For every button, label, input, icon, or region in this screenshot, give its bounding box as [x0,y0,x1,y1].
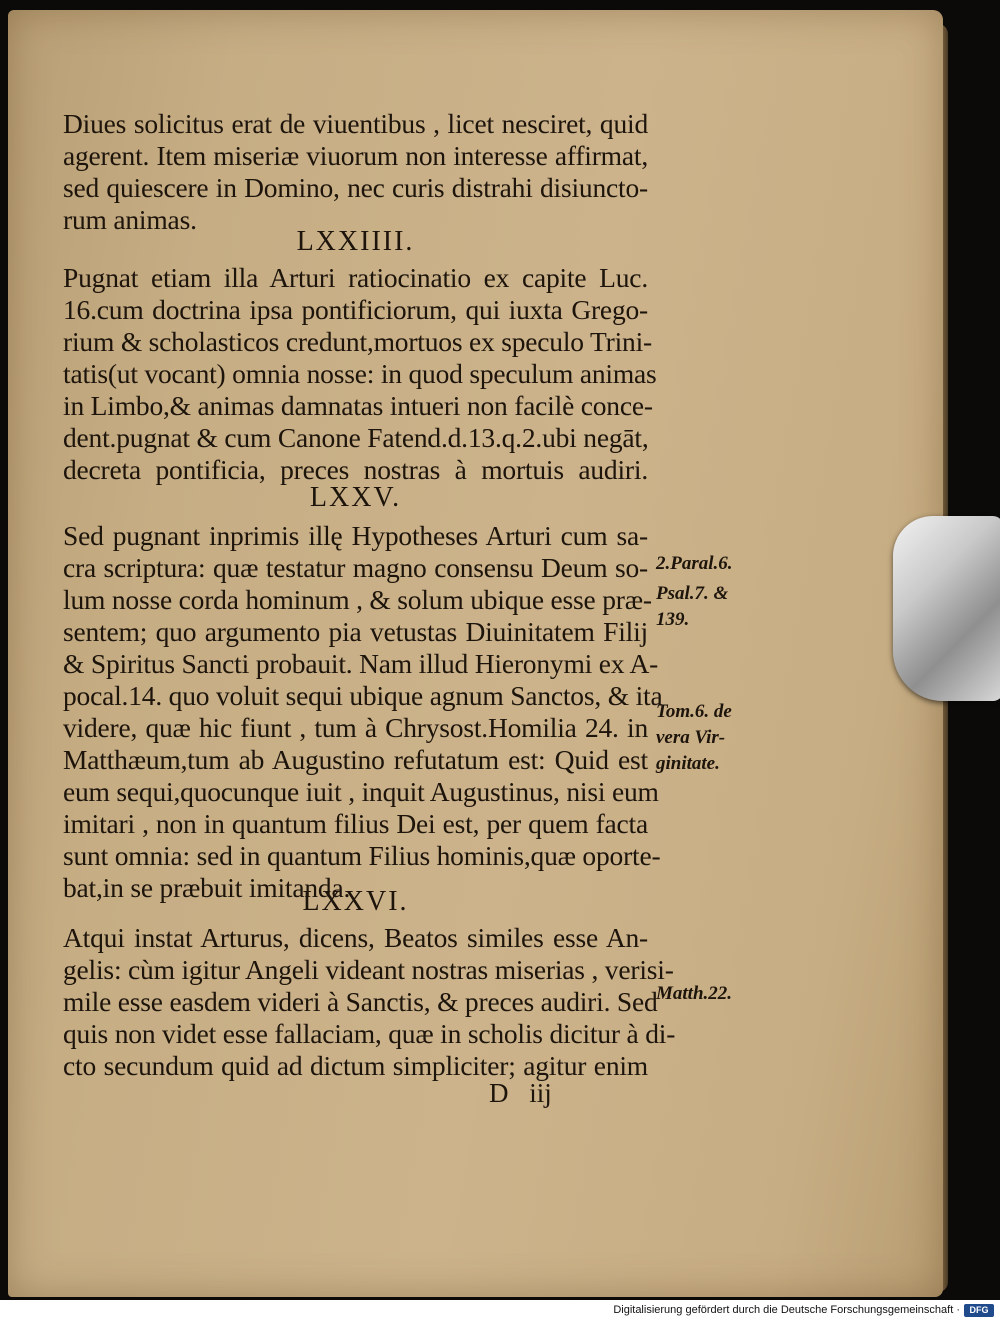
text-line: videre, quæ hic fiunt , tum à Chrysost.Homilia 24. in [63,712,648,743]
text-line: pocal.14. quo voluit sequi ubique agnum Sanctos, & ita [63,680,663,711]
text-line: lum nosse corda hominum , & solum ubique esse præ- [63,584,652,615]
text-line: & Spiritus Sancti probauit. Nam illud Hieronymi ex A- [63,648,659,679]
text-line: rum animas. [63,204,197,235]
text-line: Sed pugnant inprimis illę Hypotheses Arturi cum sa- [63,520,648,551]
text-line: Matthæum,tum ab Augustino refutatum est: Quid est [63,744,648,775]
margin-note: 139. [656,609,690,630]
text-line: sunt omnia: sed in quantum Filius hominis,quæ oporte- [63,840,661,871]
text-line: eum sequi,quocunque iuit , inquit Augustinus, nisi eum [63,776,659,807]
section-heading: LXXVI. [302,886,409,917]
margin-note: vera Vir- [656,727,726,748]
text-line: 16.cum doctrina ipsa pontificiorum, qui iuxta Grego- [63,294,648,325]
text-line: bat,in se præbuit imitanda. [63,872,351,903]
page-clip [893,516,1000,701]
text-line: imitari , non in quantum filius Dei est, per quem facta [63,808,648,839]
text-line: Pugnat etiam illa Arturi ratiocinatio ex capite Luc. [63,262,648,293]
section-heading: LXXIIII. [296,226,415,257]
footer-credit: Digitalisierung gefördert durch die Deutsche Forschungsgemeinschaft · [613,1304,960,1316]
margin-note: Psal.7. & [656,583,729,604]
text-line: sentem; quo argumento pia vetustas Diuinitatem Filij [63,616,648,647]
text-line: cto secundum quid ad dictum simpliciter; agitur enim [63,1050,648,1081]
text-line: gelis: cùm igitur Angeli videant nostras miserias , verisi- [63,954,674,985]
dfg-logo: DFG [964,1304,994,1317]
signature-mark: D iij [489,1078,552,1108]
margin-note: 2.Paral.6. [656,553,733,574]
footer-bar [0,1300,1000,1321]
text-line: sed quiescere in Domino, nec curis distrahi disiuncto- [63,172,648,203]
text-line: Atqui instat Arturus, dicens, Beatos similes esse An- [63,922,648,953]
text-line: rium & scholasticos credunt,mortuos ex speculo Trini- [63,326,652,357]
margin-note: Tom.6. de [656,701,732,722]
text-line: quis non videt esse fallaciam, quæ in scholis dicitur à di- [63,1018,676,1049]
text-line: decreta pontificia, preces nostras à mortuis audiri. [63,454,648,485]
margin-note: ginitate. [656,753,720,774]
section-heading: LXXV. [309,482,402,513]
text-line: Diues solicitus erat de viuentibus , licet nesciret, quid [63,108,648,139]
text-line: dent.pugnat & cum Canone Fatend.d.13.q.2.ubi negāt, [63,422,649,453]
text-line: cra scriptura: quæ testatur magno consensu Deum so- [63,552,648,583]
text-line: tatis(ut vocant) omnia nosse: in quod speculum animas [63,358,657,389]
text-line: agerent. Item miseriæ viuorum non interesse affirmat, [63,140,648,171]
text-line: mile esse easdem videri à Sanctis, & preces audiri. Sed [63,986,658,1017]
margin-note: Matth.22. [656,983,733,1004]
text-line: in Limbo,& animas damnatas intueri non facilè conce- [63,390,653,421]
